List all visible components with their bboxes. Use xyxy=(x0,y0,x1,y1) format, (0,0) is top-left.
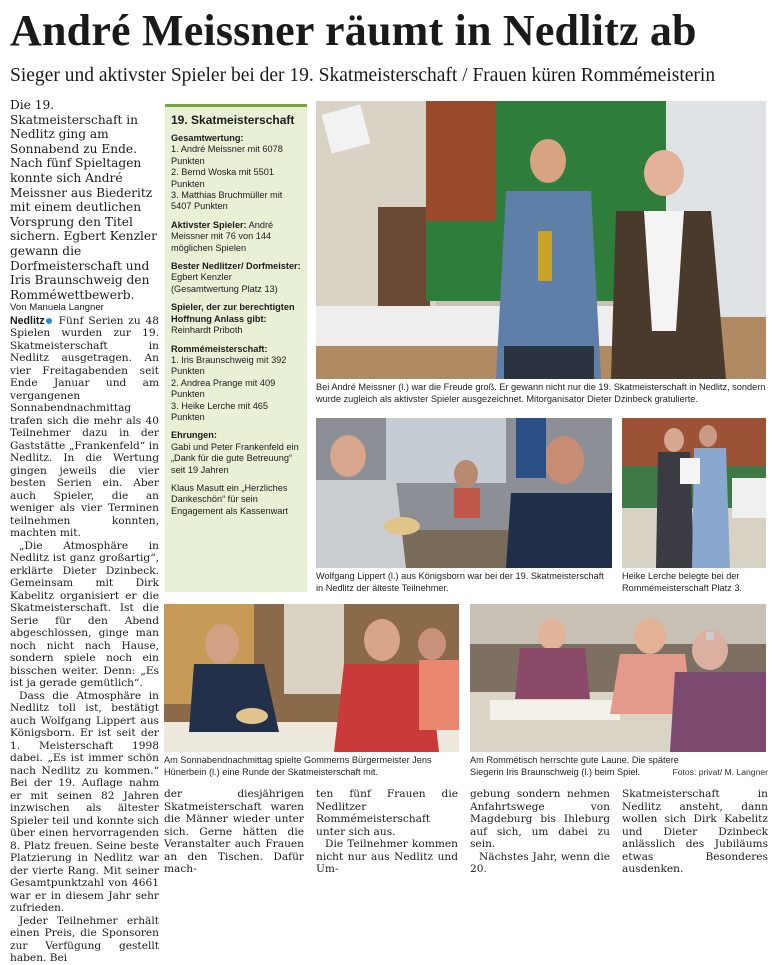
thanks: Klaus Masutt ein „Herzliches Dankeschön“ für sein Engagement als Kassenwart xyxy=(171,482,288,516)
overall-results: Gesamtwertung: 1. André Meissner mit 6078 Punkten 2. Bernd Woska mit 5501 Punkten 3. Matthias Bruchmüller mit 5407 Punkten xyxy=(171,133,301,213)
body-paragraph-8: gebung sondern nehmen Anfahrtswege von Magdeburg bis Ihleburg auf sich, um dabei zu sein. xyxy=(470,788,610,850)
results-box-title: 19. Skatmeisterschaft xyxy=(171,113,295,127)
romme-result-1: 1. Iris Braunschweig mit 392 Punkten xyxy=(171,354,287,377)
lead-paragraph: Die 19. Skatmeisterschaft in Nedlitz ging am Sonnabend zu Ende. Nach fünf Spieltagen konnte sich André Meissner aus Biederitz mit einem deutlichen Vorsprung den Titel sichern. Egbert Kenzler gewann die Dorfmeisterschaft und Iris Braunschweig den Romméwettbewerb. xyxy=(10,98,157,302)
caption-romme-table: Am Rommétisch herrschte gute Laune. Die spätere Siegerin Iris Braunschweig (l.) beim Spiel. xyxy=(470,755,679,777)
location-dot-icon xyxy=(46,318,52,324)
body-paragraph-1: Nedlitz Fünf Serien zu 48 Spielen wurden zur 19. Skatmeisterschaft in Nedlitz ausgetragen. An vier Freitagabenden seit Ende Januar und am vergangenen Sonnabendnachmittag trafen sich die mehr als 40 Teilnehmer dazu in der Gaststätte „Frankenfeld“ in Nedlitz. In die Wertung gingen jeweils die vier besten Serien ein. Aber auch Spieler, die an weniger als vier Terminen teilnehmen konnten, machten mit. xyxy=(10,314,159,540)
romme-result-3: 3. Heike Lerche mit 465 Punkten xyxy=(171,400,269,422)
romme-results: Rommémeisterschaft: 1. Iris Braunschweig mit 392 Punkten 2. Andrea Prange mit 409 Punkten 3. Heike Lerche mit 465 Punkten xyxy=(171,344,301,424)
byline: Von Manuela Langner xyxy=(10,302,104,314)
most-active-player: Aktivster Spieler: André Meissner mit 76 von 144 möglichen Spielen xyxy=(171,219,274,253)
body-paragraph-5: der diesjährigen Skatmeisterschaft waren die Männer wieder unter sich. Gerne hätten die Veranstalter auch Frauen an den Tischen. Dafür mach- xyxy=(164,788,304,875)
body-paragraph-4: Jeder Teilnehmer erhält einen Preis, die Sponsoren zur Verfügung gestellt haben. Bei xyxy=(10,914,159,965)
results-box xyxy=(165,104,307,592)
body-paragraph-6: ten fünf Frauen die Nedlitzer Rommémeisterschaft unter sich aus. xyxy=(316,788,458,838)
body-paragraph-2: „Die Atmosphäre in Nedlitz ist ganz großartig“, erklärte Dieter Dzinbeck. Gemeinsam mit Dirk Kabelitz organisiert er die Skatmeisterschaft. Ist die Serie für den Abend abgeschlossen, ginge man noch nicht nach Hause, sondern spiele noch ein bisschen weiter. Denn: „Es ist ja gerade gemütlich“. xyxy=(10,539,159,690)
headline: André Meissner räumt in Nedlitz ab xyxy=(10,6,697,55)
photo-credit: Fotos: privat/ M. Langner xyxy=(672,767,768,777)
photo-award-ceremony xyxy=(316,101,766,379)
photo-wolfgang-lippert xyxy=(316,418,612,568)
article-column-4 xyxy=(470,788,610,876)
body-paragraph-7: Die Teilnehmer kommen nicht nur aus Nedlitz und Um- xyxy=(316,838,458,875)
body-paragraph-9: Nächstes Jahr, wenn die 20. xyxy=(470,850,610,875)
photo-romme-table xyxy=(470,604,766,752)
caption-heike-lerche: Heike Lerche belegte bei der Rommémeisterschaft Platz 3. xyxy=(622,571,742,593)
article-column-3 xyxy=(316,788,458,876)
photo-mayor-skat xyxy=(164,604,459,752)
caption-mayor-skat: Am Sonnabendnachmittag spielte Gommerns Bürgermeister Jens Hünerbein (l.) eine Runde der Skatmeisterschaft mit. xyxy=(164,755,432,777)
article-column-2 xyxy=(164,788,304,876)
best-local-player: Bester Nedlitzer/ Dorfmeister: Egbert Kenzler (Gesamtwertung Platz 13) xyxy=(171,261,301,294)
caption-wolfgang-lippert: Wolfgang Lippert (l.) aus Königsborn war bei der 19. Skatmeisterschaft in Nedlitz der älteste Teilnehmer. xyxy=(316,571,604,593)
dateline: Nedlitz xyxy=(10,314,45,327)
honors: Ehrungen: Gabi und Peter Frankenfeld ein „Dank für die gute Betreuung“ seit 19 Jahren xyxy=(171,430,299,475)
overall-result-3: 3. Matthias Bruchmüller mit 5407 Punkten xyxy=(171,190,283,212)
promising-player: Spieler, der zur berechtigten Hoffnung Anlass gibt: Reinhardt Priboth xyxy=(171,302,295,336)
photo-heike-lerche xyxy=(622,418,766,568)
romme-result-2: 2. Andrea Prange mit 409 Punkten xyxy=(171,377,276,400)
article-column-5 xyxy=(622,788,768,876)
body-paragraph-10: Skatmeisterschaft in Nedlitz ansteht, dann wollen sich Dirk Kabelitz und Dieter Dzinbeck anlässlich des Jubiläums etwas Besonderes ausdenken. xyxy=(622,788,768,875)
overall-result-2: 2. Bernd Woska mit 5501 Punkten xyxy=(171,167,274,189)
body-paragraph-3: Dass die Atmosphäre in Nedlitz toll ist, bestätigt auch Wolfgang Lippert aus Königsborn. Er ist seit der 1. Meisterschaft 1998 dabei. „Es ist immer schön nach Nedlitz zu kommen.“ Bei der 19. Auflage nahm er mit seinen 82 Jahren inzwischen als ältester Spieler teil und konnte sich über einen hervorragenden 8. Platz freuen. Seine beste Platzierung in Nedlitz war der vierte Rang. Mit seiner Gesamtpunktzahl von 4661 war er in diesem Jahr sehr zufrieden. xyxy=(10,689,159,915)
article-column-1 xyxy=(10,98,159,965)
overall-result-1: 1. André Meissner mit 6078 Punkten xyxy=(171,144,283,166)
caption-award-ceremony: Bei André Meissner (l.) war die Freude groß. Er gewann nicht nur die 19. Skatmeisterschaft in Nedlitz, sondern wurde zugleich als aktivster Spieler ausgezeichnet. Mitorganisator Dieter Dzinbeck gratulierte. xyxy=(316,382,766,404)
subheadline: Sieger und aktivster Spieler bei der 19. Skatmeisterschaft / Frauen küren Rommémeisterin xyxy=(10,65,716,86)
